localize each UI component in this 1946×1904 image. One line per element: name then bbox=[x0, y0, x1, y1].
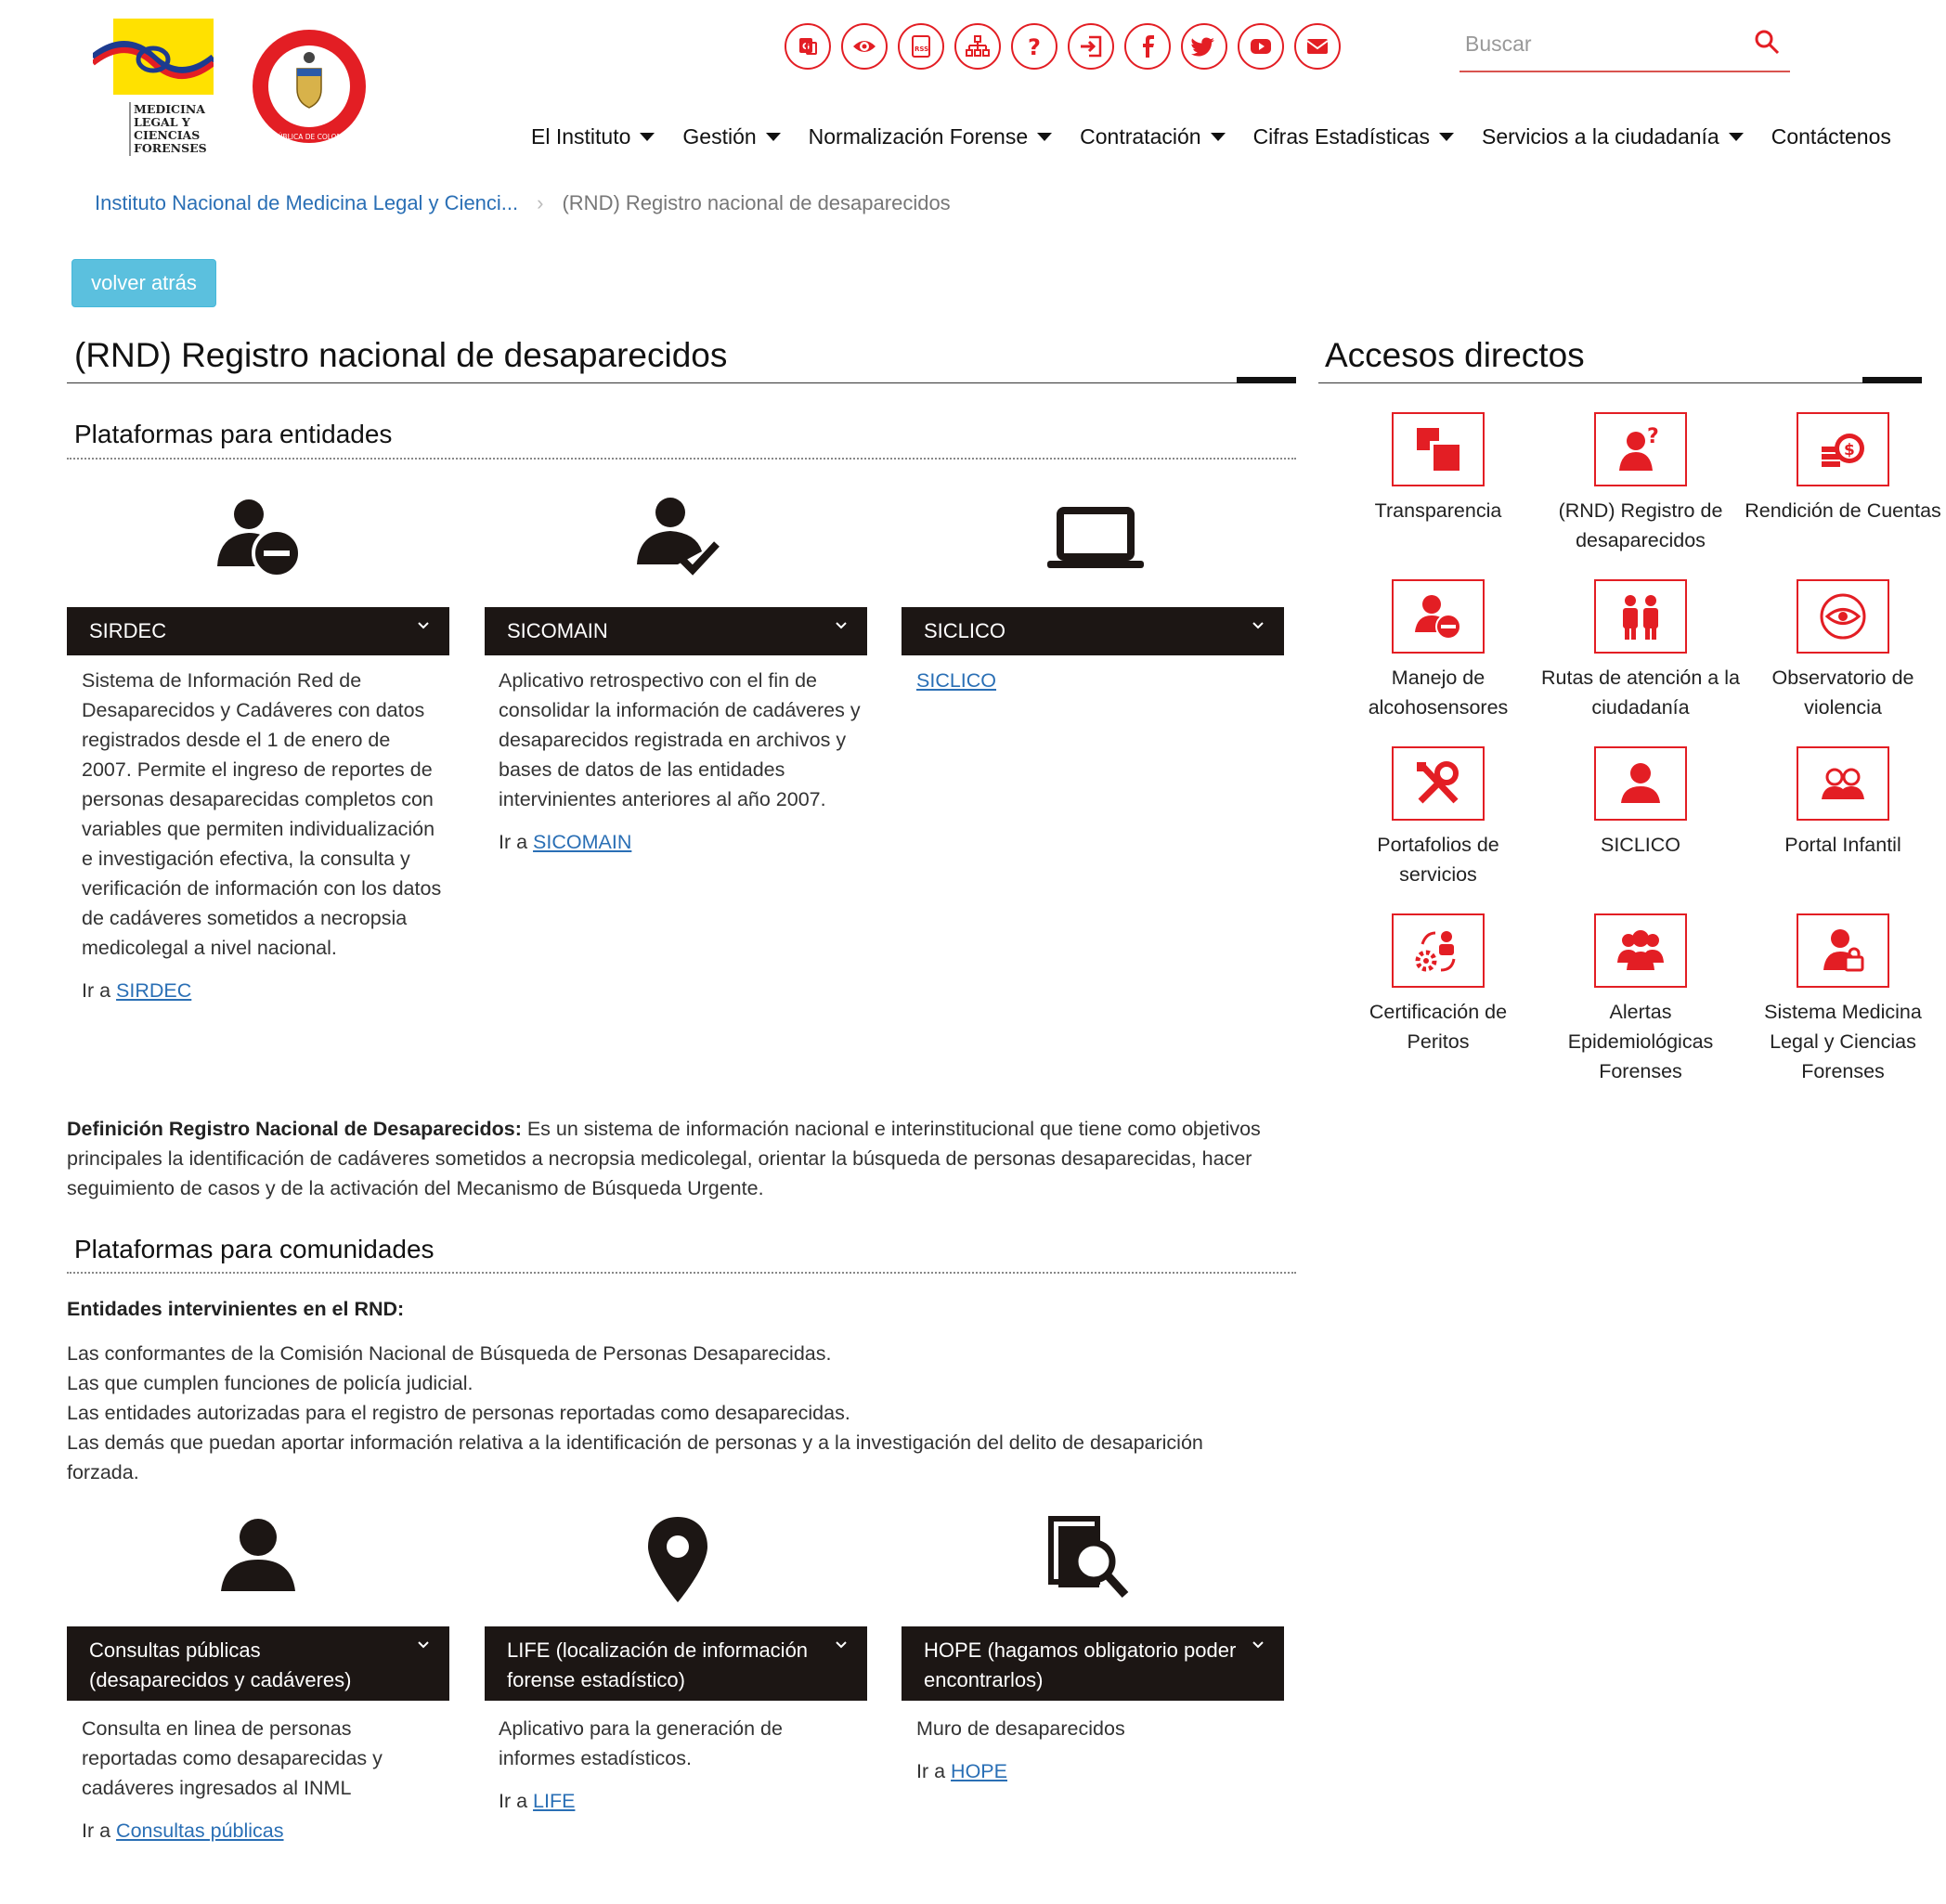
list-item: Las entidades autorizadas para el registro de personas reportadas como desaparecidas. bbox=[67, 1402, 850, 1424]
acceso-label: Observatorio de violencia bbox=[1771, 667, 1914, 719]
acceso-label: Alertas Epidemiológicas Forenses bbox=[1567, 1001, 1714, 1082]
list-item: Las que cumplen funciones de policía judicial. bbox=[67, 1372, 474, 1394]
intervinientes-label bbox=[67, 1294, 1265, 1324]
nav-label: Contáctenos bbox=[1771, 124, 1891, 149]
person-minus-icon bbox=[1392, 579, 1485, 654]
acceso-label: Manejo de alcohosensores bbox=[1368, 667, 1509, 719]
chevron-down-icon bbox=[1251, 1638, 1265, 1652]
nav-servicios-ciudadania[interactable] bbox=[1482, 124, 1744, 149]
chevron-down-icon bbox=[834, 1638, 849, 1652]
list-item: Las conformantes de la Comisión Nacional de Búsqueda de Personas Desaparecidas. bbox=[67, 1342, 832, 1365]
panel-text: Aplicativo para la generación de informes estadísticos. bbox=[499, 1717, 783, 1769]
panel-siclico[interactable] bbox=[902, 607, 1284, 655]
acceso-label: Sistema Medicina Legal y Ciencias Forenses bbox=[1764, 1001, 1922, 1082]
nav-cifras-estadisticas[interactable] bbox=[1253, 124, 1454, 149]
nav-contratacion[interactable] bbox=[1080, 124, 1225, 149]
consultas-publicas-link[interactable]: Consultas públicas bbox=[116, 1820, 284, 1842]
breadcrumb bbox=[95, 191, 951, 215]
caret-down-icon bbox=[766, 133, 781, 141]
caret-down-icon bbox=[1037, 133, 1052, 141]
caret-down-icon bbox=[1729, 133, 1744, 141]
group-icon bbox=[1594, 913, 1687, 988]
chevron-right-icon: › bbox=[537, 191, 544, 214]
acceso-label: (RND) Registro de desaparecidos bbox=[1558, 499, 1723, 551]
link-prefix: Ir a bbox=[916, 1760, 952, 1782]
translate-icon[interactable] bbox=[785, 23, 831, 70]
search-box bbox=[1460, 20, 1790, 72]
intervinientes-heading: Entidades intervinientes en el RND: bbox=[67, 1298, 405, 1320]
panel-title: Consultas públicas (desaparecidos y cadáveres) bbox=[89, 1638, 352, 1691]
panel-body-sirdec bbox=[82, 666, 444, 1018]
map-marker-icon bbox=[622, 1513, 733, 1606]
svg-text:REPÚBLICA DE COLOMBIA: REPÚBLICA DE COLOMBIA bbox=[264, 133, 355, 141]
svg-text:MEDICINA: MEDICINA bbox=[134, 102, 205, 116]
page-title: (RND) Registro nacional de desaparecidos bbox=[74, 336, 728, 374]
acceso-label: Transparencia bbox=[1374, 499, 1502, 522]
caret-down-icon bbox=[1211, 133, 1226, 141]
panel-hope[interactable] bbox=[902, 1626, 1284, 1701]
panel-title: SICLICO bbox=[924, 619, 1006, 642]
entidades-heading: Plataformas para entidades bbox=[74, 420, 393, 448]
svg-text:G: G bbox=[802, 42, 811, 52]
link-prefix: Ir a bbox=[499, 831, 534, 853]
acceso-label: Portal Infantil bbox=[1784, 834, 1901, 856]
nav-el-instituto[interactable] bbox=[531, 124, 655, 149]
panel-body-hope bbox=[916, 1714, 1260, 1799]
transparency-icon bbox=[1392, 412, 1485, 486]
nav-contactenos[interactable] bbox=[1771, 124, 1891, 149]
acceso-portal-infantil[interactable] bbox=[1742, 746, 1944, 889]
definicion-paragraph bbox=[67, 1114, 1265, 1203]
document-search-icon bbox=[1040, 1513, 1151, 1606]
link-prefix: Ir a bbox=[499, 1790, 534, 1812]
svg-text:$: $ bbox=[1844, 441, 1855, 460]
accesos-grid bbox=[1337, 412, 1944, 1086]
person-icon bbox=[202, 1513, 314, 1606]
definicion-label: Definición Registro Nacional de Desaparecidos: bbox=[67, 1118, 522, 1140]
panel-sicomain[interactable] bbox=[485, 607, 867, 655]
panel-body-consultas bbox=[82, 1714, 425, 1859]
acceso-transparencia[interactable] bbox=[1337, 412, 1539, 555]
link-prefix: Ir a bbox=[82, 979, 117, 1002]
panel-link-line bbox=[499, 827, 861, 857]
gear-person-icon bbox=[1392, 913, 1485, 988]
svg-text:?: ? bbox=[1028, 34, 1041, 59]
facebook-icon[interactable] bbox=[1124, 23, 1171, 70]
person-lock-icon bbox=[1797, 913, 1889, 988]
svg-text:RSS: RSS bbox=[915, 45, 929, 53]
mail-icon[interactable] bbox=[1294, 23, 1341, 70]
eye-icon[interactable] bbox=[841, 23, 888, 70]
panel-link-line bbox=[82, 976, 444, 1005]
acceso-rendicion[interactable] bbox=[1742, 412, 1944, 555]
nav-label: Servicios a la ciudadanía bbox=[1482, 124, 1719, 149]
acceso-label: Portafolios de servicios bbox=[1377, 834, 1499, 886]
svg-text:FORENSES: FORENSES bbox=[134, 141, 207, 155]
nav-normalizacion-forense[interactable] bbox=[809, 124, 1052, 149]
panel-sirdec[interactable] bbox=[67, 607, 449, 655]
people-route-icon bbox=[1594, 579, 1687, 654]
comunidades-heading: Plataformas para comunidades bbox=[74, 1235, 435, 1263]
acceso-label: Rendición de Cuentas bbox=[1745, 499, 1941, 522]
panel-title: SICOMAIN bbox=[507, 619, 608, 642]
eye-icon bbox=[1797, 579, 1889, 654]
chevron-down-icon bbox=[416, 1638, 431, 1652]
hope-link[interactable]: HOPE bbox=[951, 1760, 1007, 1782]
search-input[interactable] bbox=[1460, 20, 1749, 67]
sitemap-icon[interactable] bbox=[954, 23, 1001, 70]
panel-link-line bbox=[82, 1816, 425, 1846]
acceso-sistema-medicina-legal[interactable] bbox=[1742, 913, 1944, 1086]
breadcrumb-current: (RND) Registro nacional de desaparecidos bbox=[562, 191, 951, 214]
nav-label: Normalización Forense bbox=[808, 124, 1029, 149]
acceso-rutas[interactable] bbox=[1539, 579, 1742, 722]
panel-body-siclico bbox=[916, 666, 1278, 708]
acceso-label: SICLICO bbox=[1600, 834, 1681, 856]
colombia-seal bbox=[251, 28, 368, 145]
youtube-icon[interactable] bbox=[1238, 23, 1284, 70]
definicion-text: Es un sistema de información nacional e interinstitucional que tiene como objetivos principales la identificación de cadáveres sometidos a necropsia medicolegal, orientar la búsqueda de personas desaparecidas, hacer seguimiento de casos y de la activación del Mecanismo de Búsqueda Urgente. bbox=[67, 1118, 1261, 1199]
tools-icon bbox=[1392, 746, 1485, 821]
back-button[interactable]: volver atrás bbox=[71, 259, 216, 307]
sicomain-link[interactable]: SICOMAIN bbox=[533, 831, 632, 853]
acceso-rnd[interactable] bbox=[1539, 412, 1742, 555]
divider bbox=[67, 458, 1296, 460]
panel-text: Consulta en linea de personas reportadas como desaparecidas y cadáveres ingresados al INML bbox=[82, 1717, 383, 1799]
person-check-icon bbox=[622, 492, 733, 585]
panel-body-life bbox=[499, 1714, 842, 1829]
panel-text: Sistema de Información Red de Desaparecidos y Cadáveres con datos registrados desde el 1 de enero de 2007. Permite el ingreso de reportes de personas desaparecidas completos con variables que permiten individualización e investigación efectiva, la consulta y verificación de información con los datos de cadáveres sometidos a necropsia medicolegal a nivel nacional. bbox=[82, 669, 442, 959]
acceso-label: Certificación de Peritos bbox=[1369, 1001, 1508, 1053]
chevron-down-icon bbox=[1251, 618, 1265, 633]
panel-title: LIFE (localización de información forense estadístico) bbox=[507, 1638, 809, 1691]
children-icon bbox=[1797, 746, 1889, 821]
main-nav bbox=[531, 124, 1891, 149]
nav-label: Contratación bbox=[1080, 124, 1201, 149]
person-minus-icon bbox=[202, 492, 314, 585]
accesos-underline bbox=[1318, 382, 1922, 383]
panel-body-sicomain bbox=[499, 666, 861, 870]
person-question-icon bbox=[1594, 412, 1687, 486]
link-prefix: Ir a bbox=[82, 1820, 117, 1842]
acceso-alertas[interactable] bbox=[1539, 913, 1742, 1086]
chevron-down-icon bbox=[834, 618, 849, 633]
nav-label: Gestión bbox=[682, 124, 757, 149]
breadcrumb-home-link[interactable]: Instituto Nacional de Medicina Legal y Cienci... bbox=[95, 191, 519, 214]
person-icon bbox=[1594, 746, 1687, 821]
panel-link-line bbox=[916, 1756, 1260, 1786]
nav-label: El Instituto bbox=[531, 124, 631, 149]
divider bbox=[67, 1272, 1296, 1274]
utility-icons bbox=[785, 23, 1341, 70]
coins-icon bbox=[1797, 412, 1889, 486]
panel-link-line bbox=[499, 1786, 842, 1816]
siclico-link[interactable]: SICLICO bbox=[916, 669, 997, 692]
nav-label: Cifras Estadísticas bbox=[1252, 124, 1431, 149]
chevron-down-icon bbox=[416, 618, 431, 633]
acceso-alcohosensores[interactable] bbox=[1337, 579, 1539, 722]
panel-life[interactable] bbox=[485, 1626, 867, 1701]
panel-text: Muro de desaparecidos bbox=[916, 1717, 1125, 1740]
acceso-certificacion-peritos[interactable] bbox=[1337, 913, 1539, 1086]
rss-icon[interactable] bbox=[898, 23, 944, 70]
panel-link-line bbox=[916, 666, 1278, 695]
panel-title: HOPE (hagamos obligatorio poder encontrarlos) bbox=[924, 1638, 1237, 1691]
intervinientes-list bbox=[67, 1339, 1265, 1487]
question-icon[interactable] bbox=[1011, 23, 1057, 70]
svg-text:LEGAL Y: LEGAL Y bbox=[134, 115, 190, 129]
acceso-label: Rutas de atención a la ciudadanía bbox=[1541, 667, 1740, 719]
title-underline bbox=[67, 382, 1296, 383]
caret-down-icon bbox=[640, 133, 655, 141]
acceso-portafolios[interactable] bbox=[1337, 746, 1539, 889]
laptop-icon bbox=[1040, 492, 1151, 585]
accesos-title: Accesos directos bbox=[1325, 336, 1585, 374]
acceso-observatorio[interactable] bbox=[1742, 579, 1944, 722]
life-link[interactable]: LIFE bbox=[533, 1790, 576, 1812]
svg-text:?: ? bbox=[1647, 425, 1659, 448]
acceso-siclico[interactable] bbox=[1539, 746, 1742, 889]
sirdec-link[interactable]: SIRDEC bbox=[116, 979, 192, 1002]
inml-logo[interactable] bbox=[93, 19, 214, 158]
twitter-icon[interactable] bbox=[1181, 23, 1227, 70]
svg-text:CIENCIAS: CIENCIAS bbox=[134, 128, 201, 142]
panel-consultas-publicas[interactable] bbox=[67, 1626, 449, 1701]
caret-down-icon bbox=[1439, 133, 1454, 141]
panel-title: SIRDEC bbox=[89, 619, 167, 642]
search-icon[interactable] bbox=[1753, 28, 1781, 56]
panel-text: Aplicativo retrospectivo con el fin de consolidar la información de cadáveres y desaparecidos registrada en archivos y bases de datos de las entidades intervinientes anteriores al año 2007. bbox=[499, 669, 861, 810]
login-icon[interactable] bbox=[1068, 23, 1114, 70]
nav-gestion[interactable] bbox=[682, 124, 780, 149]
list-item: Las demás que puedan aportar información relativa a la identificación de personas y a la investigación del delito de desaparición forzada. bbox=[67, 1431, 1203, 1483]
